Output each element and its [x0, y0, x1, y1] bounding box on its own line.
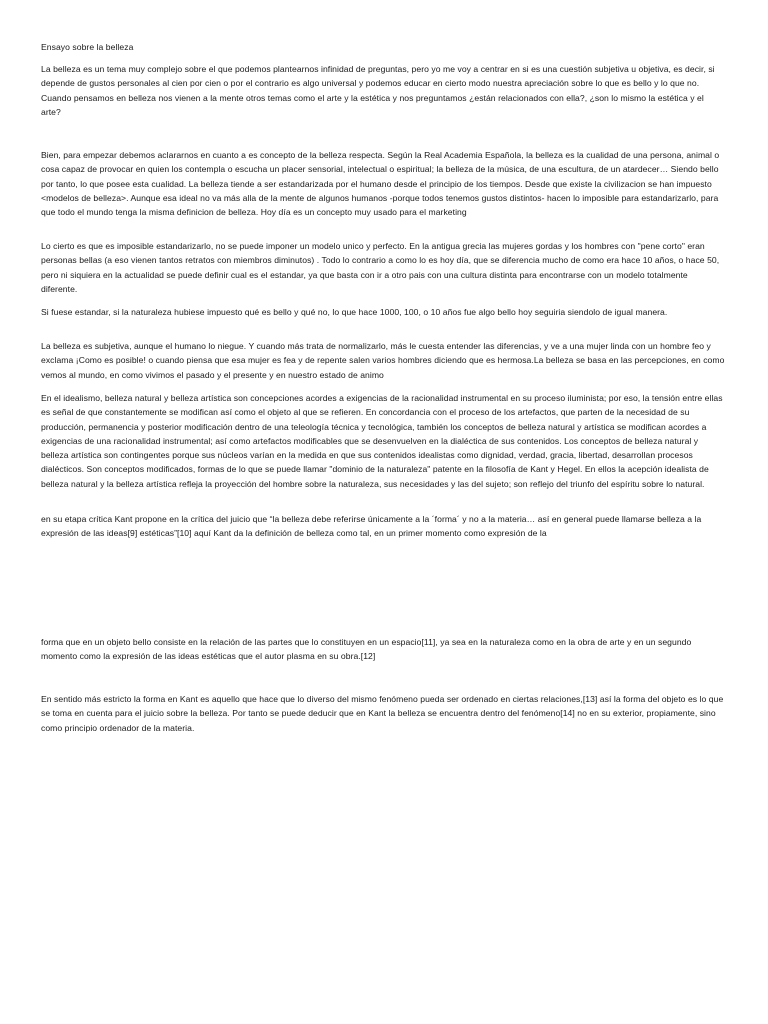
paragraph-8: forma que en un objeto bello consiste en la relación de las partes que lo constituyen en un espacio[11], ya sea en la naturaleza como en la obra de arte y en un segundo momento como la expresión de las ideas estéticas que el autor plasma en su obra.[12] — [41, 637, 692, 662]
paragraph-7: en su etapa crítica Kant propone en la crítica del juicio que “la belleza debe referirse únicamente a la ´forma´ y no a la materia… así en general puede llamarse belleza a la expresión de las ideas[9] estéticas”[10] aquí Kant da la definición de belleza como tal, en un primer momento como expresión de la — [41, 514, 702, 539]
paragraph-4: Si fuese estandar, si la naturaleza hubiese impuesto qué es bello y qué no, lo que hace 1000, 100, o 10 años fue algo bello hoy seguiria siendolo de igual manera. — [41, 307, 668, 317]
document-title: Ensayo sobre la belleza — [41, 42, 134, 52]
paragraph-6: En el idealismo, belleza natural y belleza artística son concepciones acordes a exigencias de la racionalidad instrumental en su proceso iluminista; por eso, la tensión entre ellas es señal de que constantemente se modifican así como el objeto al que se refieren. En concordancia con el proceso de los artefactos, que parten de la necesidad de su producción, permanencia y posterior modificación dentro de una teleología técnica y tecnológica, también los conceptos de belleza natural y artística se modifican acordes a exigencias de una racionalidad instrumental; así como artefactos modificables que se desenvuelven en la dialéctica de sus contenidos. Los conceptos de belleza natural y belleza artística son contingentes porque sus núcleos varían en la medida en que sus contenidos idealistas como dignidad, verdad, gracia, libertad, desarrollan procesos dialécticos. Son conceptos modificados, formas de lo que se puede llamar "dominio de la naturaleza" patente en la filosofía de Kant y Hegel. En ellos la acepción idealista de belleza natural y la belleza artística refleja la proyección del hombre sobre la naturaleza, sus necesidades y las del sujeto; son reflejo del triunfo del espíritu sobre lo natural. — [41, 393, 723, 489]
paragraph-2: Bien, para empezar debemos aclararnos en cuanto a es concepto de la belleza respecta. Según la Real Academia Española, la belleza es la cualidad de una persona, animal o cosa capaz de provocar en quien los contempla o escucha un placer sensorial, intelectual o espiritual; la belleza de la música, de una escultura, de un atardecer… Siendo bello por tanto, lo que posee esta cualidad. La belleza tiende a ser estandarizada por el humano desde el principio de los tiempos. Desde que existe la civilizacion se han impuesto <modelos de belleza>. Aunque esa ideal no va más alla de la mente de algunos humanos -porque todos tenemos gustos distintos- hacen lo imposible para estandarizarlo, para que todo el mundo tenga la misma definicion de belleza. Hoy día es un concepto muy usado para el marketing — [41, 150, 720, 218]
paragraph-5: La belleza es subjetiva, aunque el humano lo niegue. Y cuando más trata de normalizarlo, más le cuesta entender las diferencias, y ve a una mujer linda con un hombre feo y exclama ¡Como es posible! o cuando piensa que esa mujer es fea y de repente salen varios hombres diciendo que es hermosa.La belleza se basa en las percepciones, en como vemos al mundo, en como vivimos el pasado y el presente y en nuestro estado de animo — [41, 341, 725, 380]
paragraph-3: Lo cierto es que es imposible estandarizarlo, no se puede imponer un modelo unico y perfecto. En la antigua grecia las mujeres gordas y los hombres con "pene corto" eran personas bellas (a eso vienen tantos retratos con miembros diminutos) . Todo lo contrario a como lo es hoy día, que se diferencia mucho de como era hace 10 años, o hace 50, pero ni siquiera en la actualidad se puede definir cual es el estandar, ya que basta con ir a otro pais con una cultura distinta para encontrarse con un modelo totalmente diferente. — [41, 241, 720, 294]
paragraph-9: En sentido más estricto la forma en Kant es aquello que hace que lo diverso del mismo fenómeno pueda ser ordenado en ciertas relaciones,[13] así la forma del objeto es lo que se toma en cuenta para el juicio sobre la belleza. Por tanto se puede deducir que en Kant la belleza se encuentra dentro del fenómeno[14] no en su exterior, propiamente, sino como principio ordenador de la materia. — [41, 694, 724, 733]
paragraph-1: La belleza es un tema muy complejo sobre el que podemos plantearnos infinidad de preguntas, pero yo me voy a centrar en si es una cuestión subjetiva u objetiva, es decir, si depende de gustos personales al cien por cien o por el contrario es algo universal y podemos educar en cierto modo nuestra apreciación sobre lo que es bello y lo que no. Cuando pensamos en belleza nos vienen a la mente otros temas como el arte y la estética y nos preguntamos ¿están relacionados con ella?, ¿son lo mismo la estética y el arte? — [41, 64, 715, 117]
